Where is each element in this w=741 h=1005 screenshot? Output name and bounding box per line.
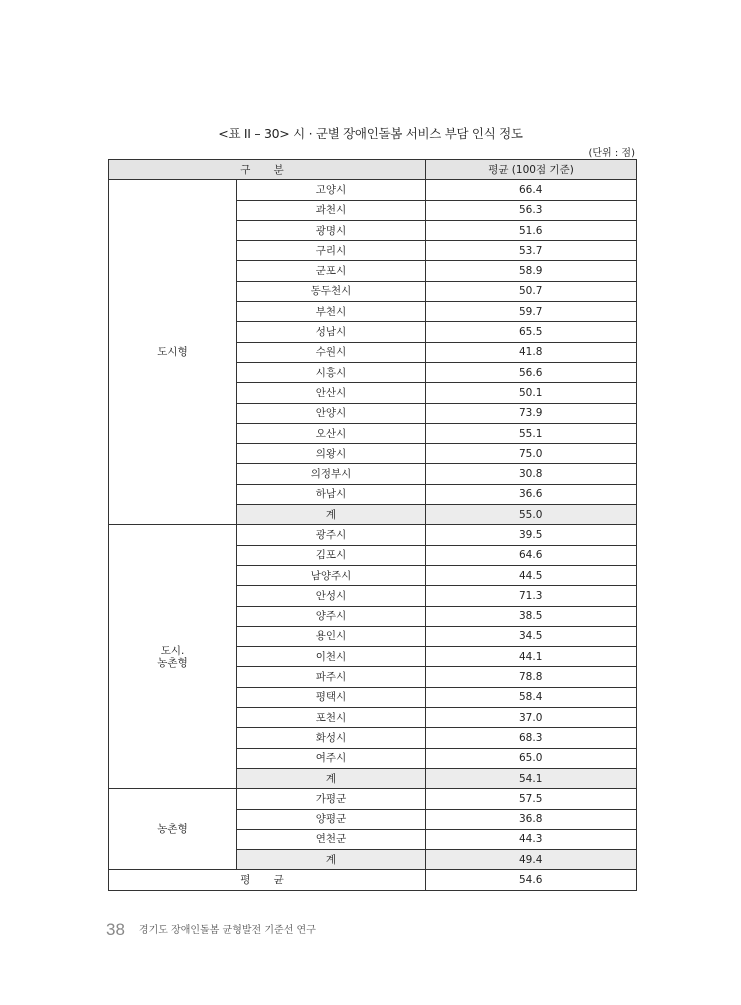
city-value: 66.4 xyxy=(426,180,637,200)
city-value: 50.7 xyxy=(426,281,637,301)
city-value: 58.4 xyxy=(426,687,637,707)
city-name: 구리시 xyxy=(237,241,426,261)
city-value: 38.5 xyxy=(426,606,637,626)
city-name: 안성시 xyxy=(237,586,426,606)
footer-title: 경기도 장애인돌봄 균형발전 기준선 연구 xyxy=(138,925,316,936)
city-name: 고양시 xyxy=(237,180,426,200)
city-name: 화성시 xyxy=(237,728,426,748)
city-name: 부천시 xyxy=(237,302,426,322)
city-name: 김포시 xyxy=(237,545,426,565)
city-value: 57.5 xyxy=(426,789,637,809)
city-name: 평택시 xyxy=(237,687,426,707)
city-name: 양주시 xyxy=(237,606,426,626)
average-value: 54.6 xyxy=(426,870,637,890)
city-name: 연천군 xyxy=(237,829,426,849)
city-value: 55.0 xyxy=(426,505,637,525)
table-row xyxy=(109,525,637,545)
average-row xyxy=(109,870,637,890)
group-label: 도시. 농촌형 xyxy=(109,525,237,789)
city-name: 동두천시 xyxy=(237,281,426,301)
city-value: 64.6 xyxy=(426,545,637,565)
city-name: 양평군 xyxy=(237,809,426,829)
city-value: 71.3 xyxy=(426,586,637,606)
city-name: 남양주시 xyxy=(237,565,426,585)
city-value: 51.6 xyxy=(426,220,637,240)
city-name: 파주시 xyxy=(237,667,426,687)
city-value: 58.9 xyxy=(426,261,637,281)
city-value: 75.0 xyxy=(426,444,637,464)
city-name: 계 xyxy=(237,768,426,788)
unit-label: (단위 : 점) xyxy=(588,148,635,159)
city-name: 군포시 xyxy=(237,261,426,281)
table-row xyxy=(109,180,637,200)
city-name: 수원시 xyxy=(237,342,426,362)
group-label: 농촌형 xyxy=(109,789,237,870)
city-name: 광주시 xyxy=(237,525,426,545)
city-value: 44.3 xyxy=(426,829,637,849)
city-value: 49.4 xyxy=(426,850,637,870)
table-caption: <표 II – 30> 시 · 군별 장애인돌봄 서비스 부담 인식 정도 xyxy=(218,126,523,141)
city-name: 여주시 xyxy=(237,748,426,768)
city-value: 36.8 xyxy=(426,809,637,829)
city-value: 55.1 xyxy=(426,423,637,443)
city-name: 계 xyxy=(237,505,426,525)
city-name: 안산시 xyxy=(237,383,426,403)
city-value: 44.1 xyxy=(426,647,637,667)
city-value: 68.3 xyxy=(426,728,637,748)
data-table xyxy=(108,159,637,891)
city-value: 53.7 xyxy=(426,241,637,261)
average-label: 평 균 xyxy=(109,870,426,890)
header-value: 평균 (100점 기준) xyxy=(426,160,637,180)
city-name: 시흥시 xyxy=(237,362,426,382)
city-value: 65.5 xyxy=(426,322,637,342)
city-name: 오산시 xyxy=(237,423,426,443)
header-category: 구 분 xyxy=(109,160,426,180)
city-name: 의정부시 xyxy=(237,464,426,484)
city-value: 56.3 xyxy=(426,200,637,220)
city-name: 용인시 xyxy=(237,626,426,646)
city-value: 37.0 xyxy=(426,708,637,728)
city-name: 가평군 xyxy=(237,789,426,809)
city-name: 과천시 xyxy=(237,200,426,220)
city-value: 50.1 xyxy=(426,383,637,403)
city-value: 56.6 xyxy=(426,362,637,382)
city-value: 44.5 xyxy=(426,565,637,585)
city-name: 광명시 xyxy=(237,220,426,240)
city-value: 30.8 xyxy=(426,464,637,484)
group-label: 도시형 xyxy=(109,180,237,525)
city-value: 36.6 xyxy=(426,484,637,504)
city-name: 계 xyxy=(237,850,426,870)
city-value: 54.1 xyxy=(426,768,637,788)
city-value: 73.9 xyxy=(426,403,637,423)
table-row xyxy=(109,789,637,809)
city-name: 포천시 xyxy=(237,708,426,728)
city-name: 안양시 xyxy=(237,403,426,423)
city-value: 78.8 xyxy=(426,667,637,687)
city-value: 34.5 xyxy=(426,626,637,646)
city-value: 39.5 xyxy=(426,525,637,545)
city-value: 65.0 xyxy=(426,748,637,768)
page-number: 38 xyxy=(106,920,125,939)
city-name: 의왕시 xyxy=(237,444,426,464)
city-name: 성남시 xyxy=(237,322,426,342)
page-footer xyxy=(106,920,316,940)
city-value: 59.7 xyxy=(426,302,637,322)
city-value: 41.8 xyxy=(426,342,637,362)
city-name: 하남시 xyxy=(237,484,426,504)
header-row xyxy=(109,160,637,180)
city-name: 이천시 xyxy=(237,647,426,667)
